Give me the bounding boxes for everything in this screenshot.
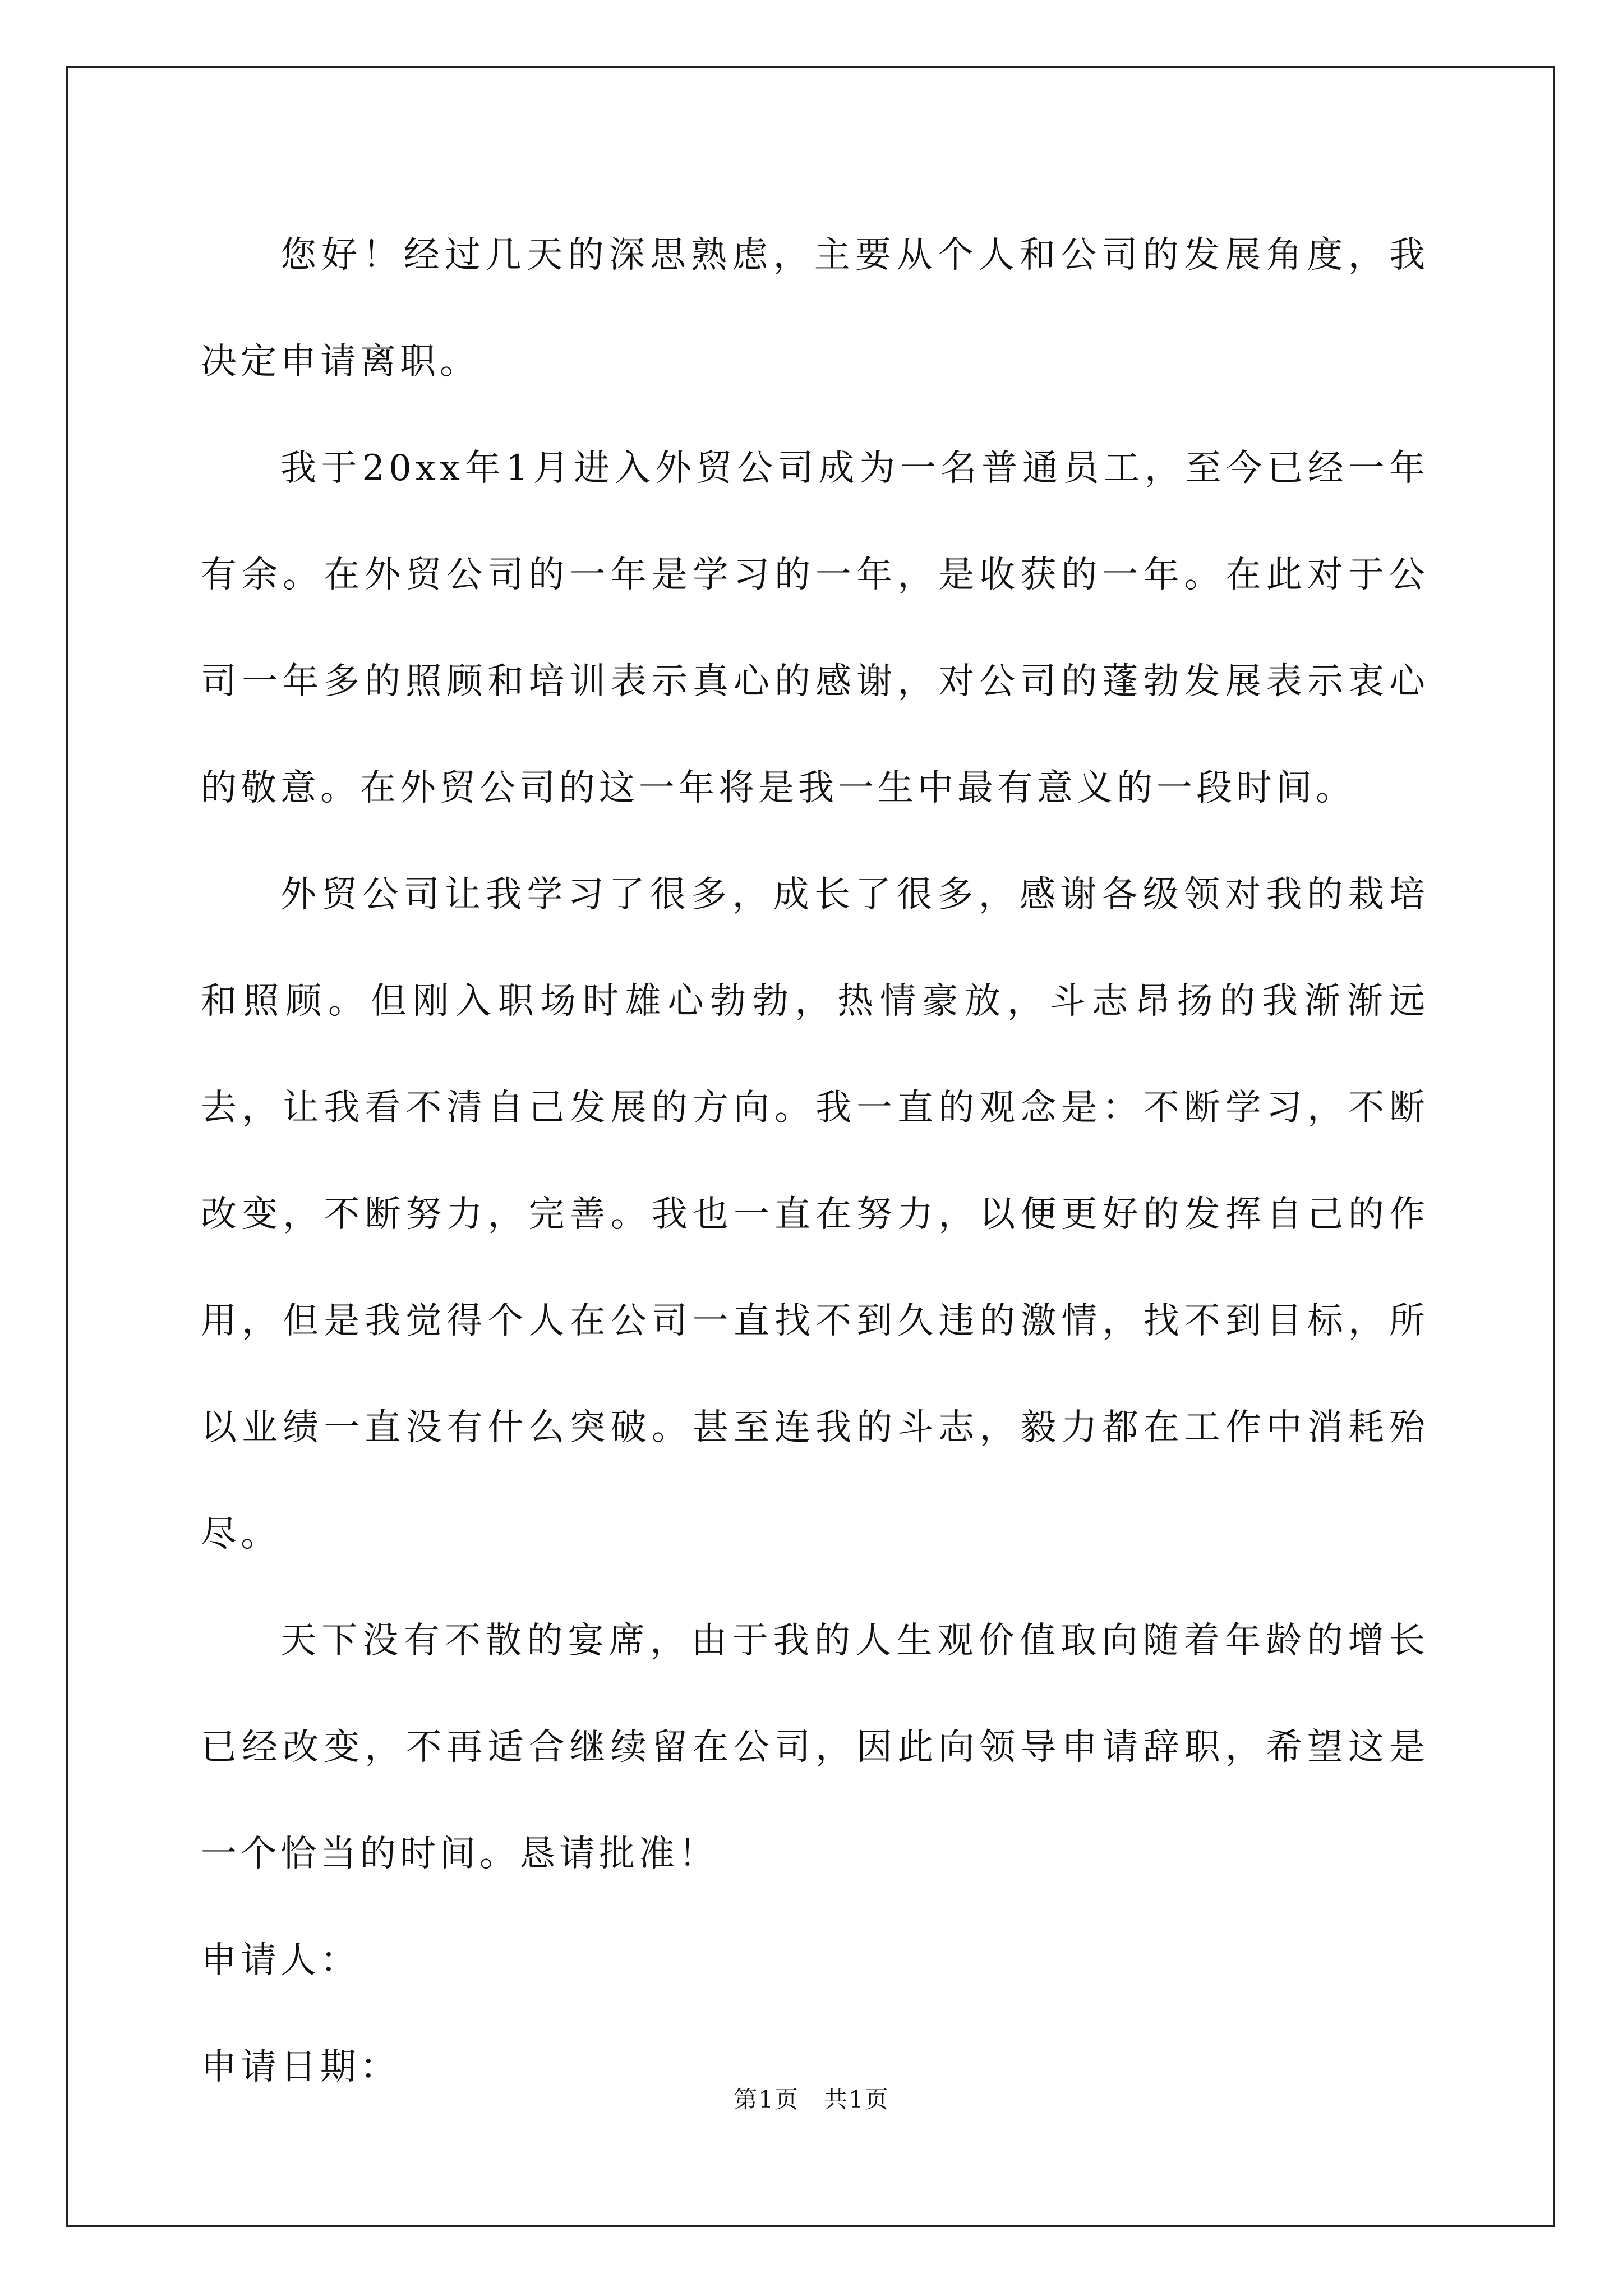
page-number: 第1页 — [734, 2086, 799, 2113]
paragraph-greeting: 您好！经过几天的深思熟虑，主要从个人和公司的发展角度，我决定申请离职。 — [201, 234, 1429, 383]
page-total: 共1页 — [824, 2086, 889, 2113]
applicant-label: 申请人： — [201, 1940, 360, 1981]
page-footer — [0, 2081, 1623, 2115]
paragraph-reasons: 外贸公司让我学习了很多，成长了很多，感谢各级领对我的栽培和照顾。但刚入职场时雄心勃勃，热情豪放，斗志昂扬的我渐渐远去，让我看不清自己发展的方向。我一直的观念是：不断学习，不断改变，不断努力，完善。我也一直在努力，以便更好的发挥自己的作用，但是我觉得个人在公司一直找不到久违的激情，找不到目标，所以业绩一直没有什么突破。甚至连我的斗志，毅力都在工作中消耗殆尽。 — [201, 874, 1429, 1555]
paragraph-request: 天下没有不散的宴席，由于我的人生观价值取向随着年龄的增长已经改变，不再适合继续留在公司，因此向领导申请辞职，希望这是一个恰当的时间。恳请批准！ — [201, 1620, 1429, 1875]
paragraph-background: 我于20xx年1月进入外贸公司成为一名普通员工，至今已经一年有余。在外贸公司的一年是学习的一年，是收获的一年。在此对于公司一年多的照顾和培训表示真心的感谢，对公司的蓬勃发展表示衷心的敬意。在外贸公司的这一年将是我一生中最有意义的一段时间。 — [201, 448, 1429, 809]
document-body — [201, 202, 1429, 2120]
application-date-label: 申请日期： — [201, 2046, 400, 2088]
